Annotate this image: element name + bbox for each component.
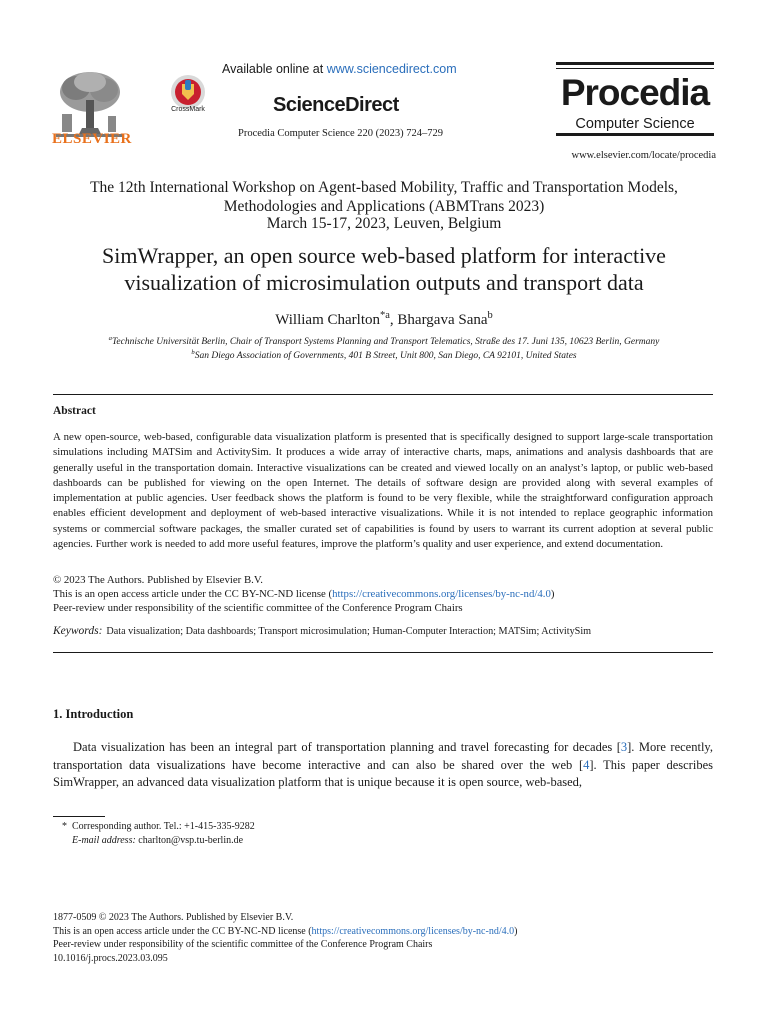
paper-title-line-1: SimWrapper, an open source web-based platform for interactive xyxy=(102,243,666,268)
introduction-paragraph xyxy=(53,739,713,792)
email-label: E-mail address: xyxy=(72,835,136,846)
peer-review-line: Peer-review under responsibility of the scientific committee of the Conference Program Chairs xyxy=(53,602,463,614)
abstract-heading: Abstract xyxy=(53,405,96,417)
footnote-rule xyxy=(53,816,105,817)
elsevier-url: www.elsevier.com/locate/procedia xyxy=(571,150,716,161)
affiliation-text: Technische Universität Berlin, Chair of Transport Systems Planning and Transport Telematics, Straße des 17. Juni 135, 10623 Berlin, Germany xyxy=(111,337,660,347)
author-name: Bhargava Sana xyxy=(397,312,488,328)
abstract-rule-top xyxy=(53,394,713,395)
conference-line-2: Methodologies and Applications (ABMTrans 2023) xyxy=(223,198,545,215)
author-separator: , xyxy=(389,312,398,328)
procedia-title: Procedia xyxy=(560,72,710,113)
journal-reference: Procedia Computer Science 220 (2023) 724–729 xyxy=(238,128,443,139)
license-line xyxy=(53,587,713,601)
intro-text-b: ]. More recently, transportation data visualizations have become interactive and can also be shared over the web [ xyxy=(53,740,713,772)
abstract-body: A new open-source, web-based, configurable data visualization platform is presented that is specifically designed to support large-scale transportation simulations including MATSim and ActivitySim. It produces a wide array of interactive charts, maps, animations and analysis dashboards that are generally useful in the transportation domain. Interactive visualizations can be created and viewed locally on an analyst’s laptop, or public web-based dashboards can be published for viewing on the open Internet. The details of software design are provided along with several examples of implementation at public agencies. User feedback shows the platform is found to be very flexible, while the straightforward configuration approach enables efficient development and deployment of web-based interactive visualizations. While it is not intended to replace geographic information systems or commercial software packages, the smaller curated set of capabilities is found by users to warrant its current adoption at several public agencies. Further work is needed to add more useful features, improve the platform’s quality and user experience, and extend documentation. xyxy=(53,431,713,551)
email-address: charlton@vsp.tu-berlin.de xyxy=(138,835,244,846)
author-mark: b xyxy=(487,310,493,321)
footer-license-line xyxy=(53,925,713,939)
footer-peer-review: Peer-review under responsibility of the scientific committee of the Conference Program Chairs xyxy=(53,939,433,950)
footer-license-link[interactable]: https://creativecommons.org/licenses/by-nc-nd/4.0 xyxy=(311,925,515,937)
affiliation-b xyxy=(40,348,728,361)
footer-license-prefix: This is an open access article under the CC BY-NC-ND license ( xyxy=(53,925,312,937)
affiliation-text: San Diego Association of Governments, 401 B Street, Unit 800, San Diego, CA 92101, United States xyxy=(194,351,577,361)
intro-text-c: ]. This paper describes SimWrapper, an advanced data visualization platform that is unique because it is open source, web-based, xyxy=(53,757,713,789)
affiliation-mark: a xyxy=(108,334,112,342)
author-name: William Charlton xyxy=(275,312,380,328)
license-prefix: This is an open access article under the CC BY-NC-ND license ( xyxy=(53,588,333,600)
footnote-mark: * xyxy=(62,821,67,832)
author-list xyxy=(40,312,728,329)
procedia-subtitle: Computer Science xyxy=(575,116,695,132)
footer-license-suffix: ) xyxy=(514,925,518,937)
footnote-email xyxy=(72,835,243,846)
paper-title-line-2: visualization of microsimulation outputs and transport data xyxy=(124,270,644,295)
intro-text-a: Data visualization has been an integral part of transportation planning and travel forecasting for decades [ xyxy=(73,740,621,754)
procedia-rule-bottom xyxy=(556,133,714,136)
copyright-block xyxy=(53,573,713,615)
keywords-text: Data visualization; Data dashboards; Transport microsimulation; Human-Computer Interaction; MATSim; ActivitySim xyxy=(106,626,592,637)
keywords-line xyxy=(53,625,713,637)
procedia-rule-top xyxy=(556,62,714,65)
license-link[interactable]: https://creativecommons.org/licenses/by-nc-nd/4.0 xyxy=(332,588,551,600)
procedia-rule-top-thin xyxy=(556,68,714,69)
abstract-rule-bottom xyxy=(53,652,713,653)
footnote-text: Corresponding author. Tel.: +1-415-335-9282 xyxy=(72,821,255,832)
citation-link[interactable]: 4 xyxy=(583,757,590,772)
footer-doi: 10.1016/j.procs.2023.03.095 xyxy=(53,952,168,964)
affiliation-mark: b xyxy=(191,348,195,356)
affiliation-a xyxy=(40,334,728,347)
available-online xyxy=(222,62,457,76)
conference-line-1: The 12th International Workshop on Agent-based Mobility, Traffic and Transportation Models, xyxy=(90,179,678,196)
keywords-label: Keywords: xyxy=(53,625,103,637)
footnote-corresponding-author xyxy=(62,821,255,832)
footer-issn-line: 1877-0509 © 2023 The Authors. Published by Elsevier B.V. xyxy=(53,912,294,923)
author-mark: *a xyxy=(380,310,390,321)
sciencedirect-brand: ScienceDirect xyxy=(273,94,399,116)
citation-link[interactable]: 3 xyxy=(620,740,628,754)
available-prefix: Available online at xyxy=(222,62,324,76)
sciencedirect-link[interactable]: www.sciencedirect.com xyxy=(326,62,457,76)
page-footer xyxy=(53,911,713,965)
crossmark-label: CrossMark xyxy=(171,106,205,113)
copyright-line: © 2023 The Authors. Published by Elsevier B.V. xyxy=(53,574,263,586)
section-heading-introduction: 1. Introduction xyxy=(53,707,134,721)
elsevier-wordmark: ELSEVIER xyxy=(52,131,132,147)
license-suffix: ) xyxy=(550,588,555,600)
conference-line-3: March 15-17, 2023, Leuven, Belgium xyxy=(266,215,502,232)
